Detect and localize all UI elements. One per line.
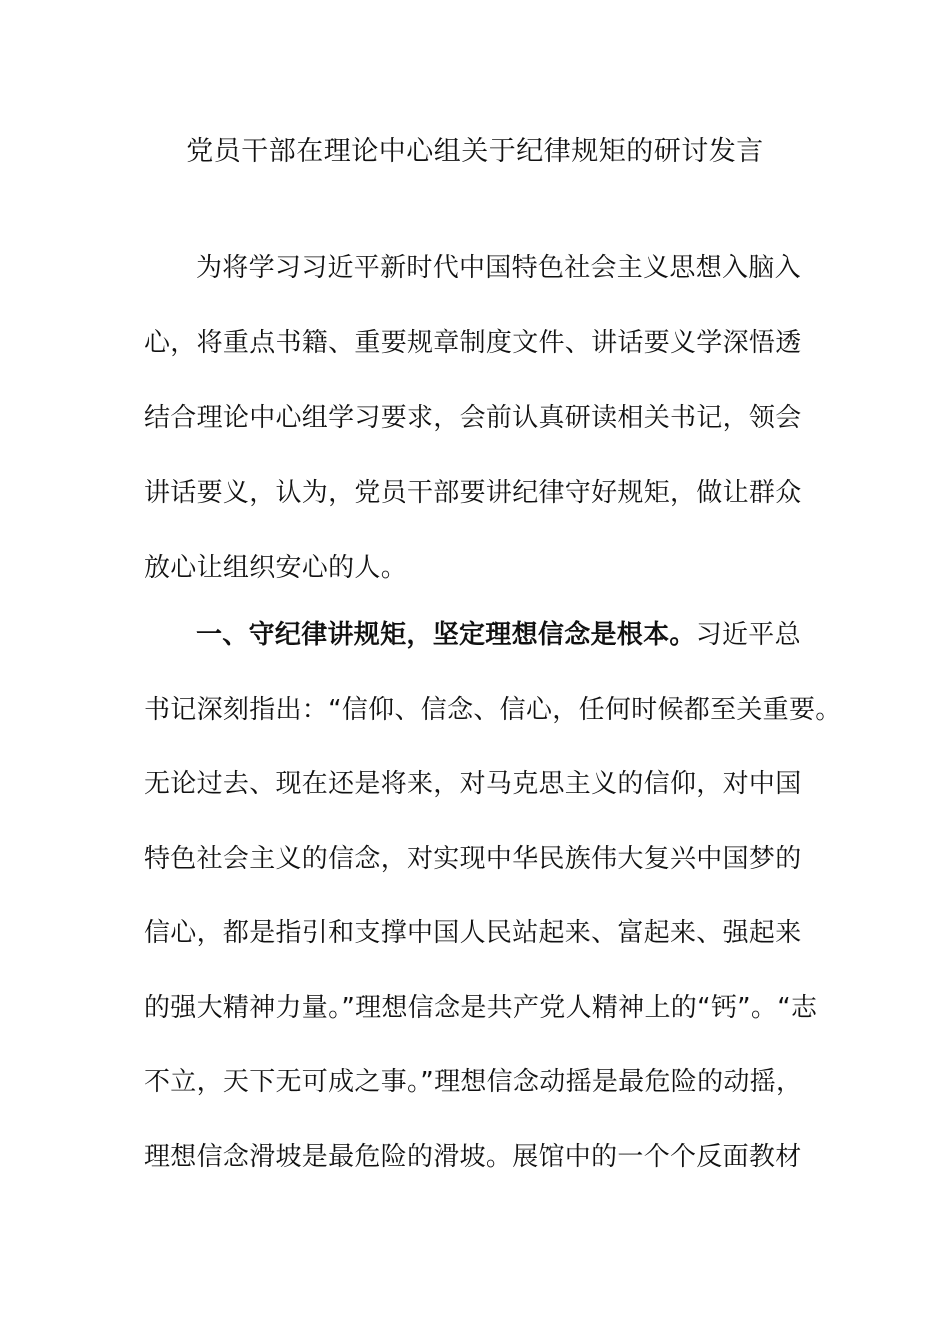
section-heading: 一、守纪律讲规矩，坚定理想信念是根本。 [196, 620, 696, 650]
paragraph-line: 特色社会主义的信念，对实现中华民族伟大复兴中国梦的 [144, 844, 802, 874]
document-title: 党员干部在理论中心组关于纪律规矩的研讨发言 [186, 136, 764, 167]
paragraph-line: 无论过去、现在还是将来，对马克思主义的信仰，对中国 [144, 769, 802, 799]
paragraph-line: 结合理论中心组学习要求，会前认真研读相关书记，领会 [144, 403, 802, 433]
paragraph-line: 信心，都是指引和支撑中国人民站起来、富起来、强起来 [144, 918, 802, 948]
paragraph-line: 放心让组织安心的人。 [144, 553, 408, 583]
paragraph-line: 的强大精神力量。”理想信念是共产党人精神上的“钙”。“志 [144, 993, 818, 1023]
section-heading-line [196, 615, 801, 655]
paragraph-line: 不立，天下无可成之事。”理想信念动摇是最危险的动摇， [144, 1067, 803, 1097]
paragraph-line: 心，将重点书籍、重要规章制度文件、讲话要义学深悟透 [144, 328, 802, 358]
section-heading-continuation: 习近平总 [695, 620, 801, 650]
paragraph-line: 书记深刻指出：“信仰、信念、信心，任何时候都至关重要。 [144, 695, 842, 725]
paragraph-line: 理想信念滑坡是最危险的滑坡。展馆中的一个个反面教材 [144, 1142, 802, 1172]
paragraph-line: 讲话要义，认为，党员干部要讲纪律守好规矩，做让群众 [144, 478, 802, 508]
paragraph-line: 为将学习习近平新时代中国特色社会主义思想入脑入 [196, 253, 801, 283]
